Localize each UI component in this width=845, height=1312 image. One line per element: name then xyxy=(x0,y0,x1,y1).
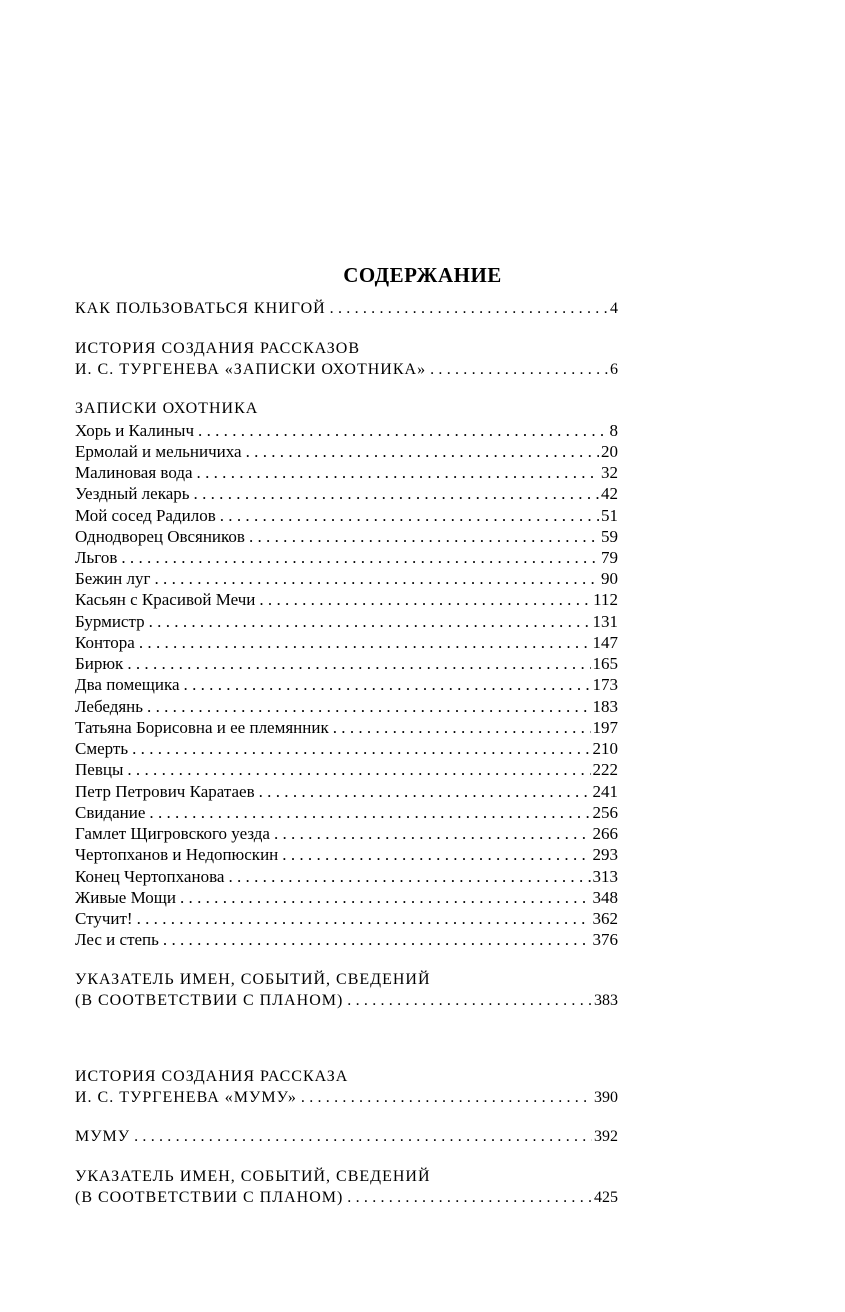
toc-story-entry xyxy=(75,483,618,505)
dot-leader xyxy=(197,462,599,484)
entry-label: Два помещика xyxy=(75,675,180,694)
entry-page: 256 xyxy=(592,803,618,822)
toc-heading-index-2 xyxy=(75,1166,618,1188)
toc-entry-mumu xyxy=(75,1126,618,1148)
toc-story-entry xyxy=(75,887,618,909)
dot-leader xyxy=(259,781,591,803)
entry-label: Чертопханов и Недопюскин xyxy=(75,845,279,864)
toc-section-heading xyxy=(75,398,618,420)
entry-page: 376 xyxy=(592,930,618,949)
dot-leader xyxy=(147,696,590,718)
dot-leader xyxy=(347,990,592,1012)
entry-page: 112 xyxy=(593,590,618,609)
entry-label: УКАЗАТЕЛЬ ИМЕН, СОБЫТИЙ, СВЕДЕНИЙ xyxy=(75,971,431,988)
toc-story-entry xyxy=(75,823,618,845)
section-label: ЗАПИСКИ ОХОТНИКА xyxy=(75,400,259,417)
entry-label: Льгов xyxy=(75,548,118,567)
toc-story-entry xyxy=(75,505,618,527)
entry-page: 79 xyxy=(601,548,618,567)
entry-label: Лебедянь xyxy=(75,697,144,716)
entry-label: Малиновая вода xyxy=(75,463,193,482)
toc-story-entry xyxy=(75,844,618,866)
toc-story-entry xyxy=(75,674,618,696)
toc-story-entry xyxy=(75,547,618,569)
entry-page: 183 xyxy=(592,697,618,716)
entry-label: Контора xyxy=(75,633,135,652)
toc-story-entry xyxy=(75,759,618,781)
entry-label: Стучит! xyxy=(75,909,133,928)
toc-entry-history-2 xyxy=(75,1087,618,1109)
dot-leader xyxy=(220,505,599,527)
dot-leader xyxy=(127,653,590,675)
entry-page: 383 xyxy=(594,992,618,1009)
entry-page: 8 xyxy=(609,421,618,440)
toc-story-entry xyxy=(75,653,618,675)
entry-label: Певцы xyxy=(75,760,124,779)
toc-heading-history-2 xyxy=(75,1066,618,1088)
toc-entry-how-to-use xyxy=(75,298,618,320)
entry-page: 392 xyxy=(594,1128,618,1145)
toc-entry-history-1 xyxy=(75,359,618,381)
toc-story-entry xyxy=(75,696,618,718)
entry-page: 266 xyxy=(592,824,618,843)
toc-story-entry xyxy=(75,929,618,951)
dot-leader xyxy=(330,298,608,320)
entry-page: 51 xyxy=(601,506,618,525)
dot-leader xyxy=(301,1087,592,1109)
entry-label: И. С. ТУРГЕНЕВА «ЗАПИСКИ ОХОТНИКА» xyxy=(75,361,427,378)
entry-label: Смерть xyxy=(75,739,129,758)
entry-label: Татьяна Борисовна и ее племянник xyxy=(75,718,329,737)
entry-page: 42 xyxy=(601,484,618,503)
dot-leader xyxy=(274,823,591,845)
entry-page: 6 xyxy=(610,361,618,378)
entry-label: Конец Чертопханова xyxy=(75,867,225,886)
entry-page: 293 xyxy=(592,845,618,864)
entry-page: 241 xyxy=(592,782,618,801)
entry-label: Петр Петрович Каратаев xyxy=(75,782,255,801)
entry-page: 222 xyxy=(592,760,618,779)
toc-story-entry xyxy=(75,632,618,654)
entry-label: КАК ПОЛЬЗОВАТЬСЯ КНИГОЙ xyxy=(75,300,326,317)
dot-leader xyxy=(246,441,599,463)
entry-label: МУМУ xyxy=(75,1128,131,1145)
entry-label: Гамлет Щигровского уезда xyxy=(75,824,270,843)
dot-leader xyxy=(154,568,599,590)
entry-label: ИСТОРИЯ СОЗДАНИЯ РАССКАЗА xyxy=(75,1068,349,1085)
toc-story-entry xyxy=(75,908,618,930)
dot-leader xyxy=(127,759,590,781)
entry-page: 390 xyxy=(594,1089,618,1106)
toc-story-entry xyxy=(75,738,618,760)
dot-leader xyxy=(194,483,599,505)
toc-entry-index-1 xyxy=(75,990,618,1012)
entry-label: Мой сосед Радилов xyxy=(75,506,216,525)
dot-leader xyxy=(180,887,591,909)
entry-label: Бурмистр xyxy=(75,612,145,631)
entry-label: Однодворец Овсяников xyxy=(75,527,245,546)
toc-entry-index-2 xyxy=(75,1187,618,1209)
entry-page: 165 xyxy=(592,654,618,673)
toc-story-entry xyxy=(75,568,618,590)
entry-label: Уездный лекарь xyxy=(75,484,190,503)
toc-story-entry xyxy=(75,589,618,611)
toc-heading-index-1 xyxy=(75,969,618,991)
entry-page: 313 xyxy=(592,867,618,886)
toc-story-entry xyxy=(75,717,618,739)
entry-label: ИСТОРИЯ СОЗДАНИЯ РАССКАЗОВ xyxy=(75,340,361,357)
entry-label: И. С. ТУРГЕНЕВА «МУМУ» xyxy=(75,1089,297,1106)
dot-leader xyxy=(121,547,599,569)
dot-leader xyxy=(249,526,599,548)
entry-page: 173 xyxy=(592,675,618,694)
dot-leader xyxy=(259,589,591,611)
entry-label: Лес и степь xyxy=(75,930,159,949)
entry-label: Ермолай и мельничиха xyxy=(75,442,242,461)
dot-leader xyxy=(163,929,591,951)
entry-page: 90 xyxy=(601,569,618,588)
entry-label: Бежин луг xyxy=(75,569,151,588)
dot-leader xyxy=(333,717,591,739)
entry-label: (В СООТВЕТСТВИИ С ПЛАНОМ) xyxy=(75,1189,344,1206)
entry-page: 20 xyxy=(601,442,618,461)
page-title: СОДЕРЖАНИЕ xyxy=(343,263,502,287)
dot-leader xyxy=(149,611,591,633)
dot-leader xyxy=(134,1126,592,1148)
dot-leader xyxy=(149,802,590,824)
entry-label: УКАЗАТЕЛЬ ИМЕН, СОБЫТИЙ, СВЕДЕНИЙ xyxy=(75,1168,431,1185)
entry-label: Свидание xyxy=(75,803,146,822)
entry-label: Бирюк xyxy=(75,654,124,673)
dot-leader xyxy=(139,632,591,654)
toc-story-entry xyxy=(75,802,618,824)
dot-leader xyxy=(198,420,607,442)
entry-page: 32 xyxy=(601,463,618,482)
dot-leader xyxy=(228,866,590,888)
toc-story-entry xyxy=(75,526,618,548)
dot-leader xyxy=(430,359,608,381)
entry-page: 4 xyxy=(610,300,618,317)
entry-page: 131 xyxy=(592,612,618,631)
entry-page: 348 xyxy=(592,888,618,907)
dot-leader xyxy=(132,738,590,760)
entry-page: 425 xyxy=(594,1189,618,1206)
toc-story-entry xyxy=(75,611,618,633)
entry-label: Живые Мощи xyxy=(75,888,176,907)
toc-story-entry xyxy=(75,781,618,803)
toc-heading-history-1 xyxy=(75,338,618,360)
entry-page: 362 xyxy=(592,909,618,928)
entry-page: 197 xyxy=(592,718,618,737)
entry-page: 210 xyxy=(592,739,618,758)
dot-leader xyxy=(282,844,590,866)
dot-leader xyxy=(347,1187,592,1209)
toc-story-entry xyxy=(75,462,618,484)
dot-leader xyxy=(137,908,591,930)
toc-story-entry xyxy=(75,441,618,463)
entry-label: (В СООТВЕТСТВИИ С ПЛАНОМ) xyxy=(75,992,344,1009)
entry-page: 147 xyxy=(592,633,618,652)
dot-leader xyxy=(184,674,591,696)
toc-story-entry xyxy=(75,420,618,442)
toc-story-entry xyxy=(75,866,618,888)
entry-label: Касьян с Красивой Мечи xyxy=(75,590,256,609)
entry-page: 59 xyxy=(601,527,618,546)
entry-label: Хорь и Калиныч xyxy=(75,421,195,440)
